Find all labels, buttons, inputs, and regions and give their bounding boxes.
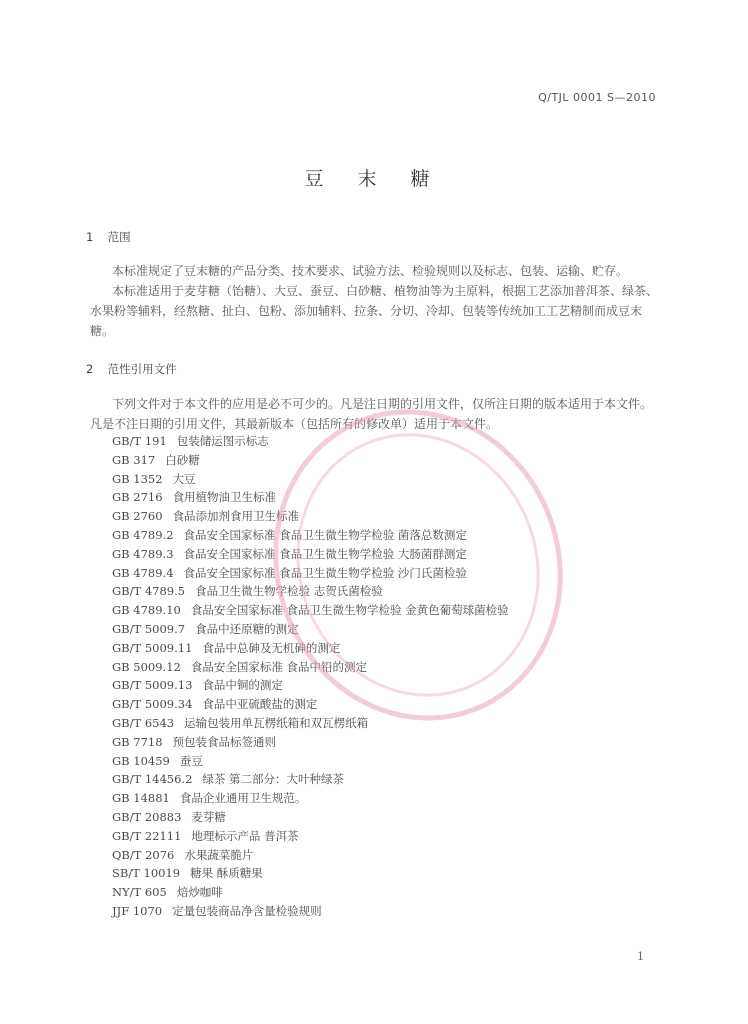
reference-item — [112, 658, 509, 677]
reference-code: GB 2716 — [112, 490, 163, 505]
section-title: 范围 — [107, 230, 131, 244]
reference-item — [112, 639, 509, 658]
reference-code: NY/T 605 — [112, 885, 167, 900]
scope-paragraph-1: 本标准规定了豆末糖的产品分类、技术要求、试验方法、检验规则以及标志、包装、运输、贮存。 — [112, 264, 629, 278]
reference-title: 预包装食品标签通则 — [172, 734, 277, 749]
reference-list — [112, 432, 509, 921]
reference-title: 食品中还原糖的测定 — [195, 621, 299, 636]
reference-item — [112, 827, 509, 846]
reference-title: 焙炒咖啡 — [176, 885, 223, 900]
reference-code: GB 1352 — [112, 471, 163, 486]
reference-item — [112, 714, 509, 733]
document-title: 豆 末 糖 — [304, 168, 444, 190]
reference-item — [112, 770, 509, 789]
section-title: 范性引用文件 — [107, 362, 177, 376]
reference-code: GB 4789.2 — [112, 527, 174, 542]
reference-title: 食品安全国家标准 食品卫生微生物学检验 菌落总数测定 — [183, 527, 467, 542]
reference-code: GB/T 20883 — [112, 809, 182, 824]
reference-item — [112, 470, 509, 489]
reference-item — [112, 883, 509, 902]
reference-title: 麦芽糖 — [191, 809, 226, 824]
reference-code: GB 2760 — [112, 509, 163, 524]
reference-title: 包装储运图示标志 — [176, 434, 269, 448]
reference-title: 食品卫生微生物学检验 志贺氏菌检验 — [195, 584, 383, 599]
reference-code: QB/T 2076 — [112, 847, 175, 862]
references-intro-paragraph: 下列文件对于本文件的应用是必不可少的。凡是注日期的引用文件，仅所注日期的版本适用于本文件。凡是不注日期的引用文件，其最新版本（包括所有的修改单）适用于本文件。 — [90, 397, 653, 431]
reference-title: 食品中总砷及无机砷的测定 — [202, 640, 341, 655]
section-heading-scope — [86, 229, 131, 245]
reference-code: GB 14881 — [112, 791, 170, 806]
reference-title: 食品中亚硫酸盐的测定 — [202, 697, 318, 712]
reference-code: GB 4789.10 — [112, 603, 181, 618]
reference-title: 地理标示产品 普洱茶 — [191, 828, 299, 843]
reference-title: 食品中铜的测定 — [202, 678, 283, 693]
reference-item — [112, 676, 509, 695]
reference-code: GB/T 5009.11 — [112, 640, 193, 655]
reference-title: 食品安全国家标准 食品卫生微生物学检验 沙门氏菌检验 — [183, 565, 467, 580]
reference-code: GB/T 4789.5 — [112, 584, 186, 599]
reference-code: GB/T 5009.7 — [112, 621, 186, 636]
reference-title: 糖果 酥质糖果 — [190, 866, 263, 881]
reference-title: 绿茶 第二部分：大叶种绿茶 — [202, 772, 345, 787]
reference-title: 食品安全国家标准 食品中铅的测定 — [190, 659, 368, 674]
reference-title: 运输包装用单瓦楞纸箱和双瓦楞纸箱 — [184, 715, 369, 730]
reference-item — [112, 846, 509, 865]
reference-item — [112, 488, 509, 507]
reference-item — [112, 752, 509, 771]
reference-item — [112, 695, 509, 714]
reference-code: GB 7718 — [112, 734, 163, 749]
reference-item — [112, 864, 509, 883]
reference-title: 食品企业通用卫生规范。 — [179, 791, 307, 806]
reference-code: GB 4789.4 — [112, 565, 174, 580]
reference-title: 定量包装商品净含量检验规则 — [172, 903, 322, 918]
section-number: 1 — [86, 230, 94, 244]
reference-code: GB/T 5009.34 — [112, 697, 193, 712]
reference-item — [112, 789, 509, 808]
reference-title: 大豆 — [172, 471, 196, 486]
reference-item — [112, 582, 509, 601]
reference-code: SB/T 10019 — [112, 866, 181, 881]
reference-item — [112, 432, 509, 451]
reference-code: GB/T 14456.2 — [112, 772, 193, 787]
reference-title: 食品安全国家标准 食品卫生微生物学检验 大肠菌群测定 — [183, 546, 467, 561]
reference-title: 蚕豆 — [179, 753, 203, 768]
reference-title: 食用植物油卫生标准 — [172, 490, 277, 505]
reference-item — [112, 564, 509, 583]
reference-title: 食品添加剂食用卫生标准 — [172, 509, 300, 524]
reference-code: JJF 1070 — [112, 903, 163, 918]
reference-code: GB 4789.3 — [112, 546, 174, 561]
reference-code: GB 10459 — [112, 753, 170, 768]
reference-item — [112, 902, 509, 921]
section-heading-references — [86, 361, 177, 377]
reference-item — [112, 545, 509, 564]
page-number: 1 — [637, 950, 644, 963]
reference-code: GB/T 191 — [112, 434, 167, 448]
reference-code: GB 5009.12 — [112, 659, 181, 674]
reference-item — [112, 620, 509, 639]
reference-title: 白砂糖 — [165, 452, 200, 467]
reference-item — [112, 526, 509, 545]
reference-item — [112, 601, 509, 620]
reference-code: GB/T 5009.13 — [112, 678, 193, 693]
reference-code: GB/T 6543 — [112, 715, 175, 730]
reference-code: GB/T 22111 — [112, 828, 182, 843]
reference-code: GB 317 — [112, 452, 156, 467]
scope-paragraph-2: 本标准适用于麦芽糖（饴糖）、大豆、蚕豆、白砂糖、植物油等为主原料，根据工艺添加普洱茶、绿茶、水果粉等辅料，经熬糖、扯白、包粉、添加辅料、拉条、分切、冷却、包装等传统加工工艺精制而成豆末糖。 — [90, 284, 659, 338]
reference-title: 水果蔬菜脆片 — [184, 847, 254, 862]
reference-item — [112, 808, 509, 827]
reference-item — [112, 451, 509, 470]
section-number: 2 — [86, 362, 94, 376]
standard-code: Q/TJL 0001 S—2010 — [538, 91, 656, 104]
reference-item — [112, 733, 509, 752]
reference-item — [112, 507, 509, 526]
reference-title: 食品安全国家标准 食品卫生微生物学检验 金黄色葡萄球菌检验 — [190, 603, 509, 618]
